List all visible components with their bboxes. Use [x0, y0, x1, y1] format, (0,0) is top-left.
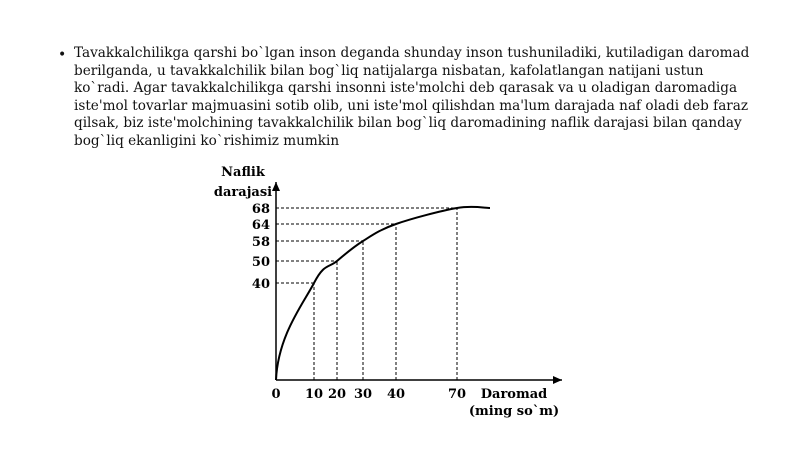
y-axis-arrow-icon [272, 182, 280, 191]
y-tick-label-58: 58 [251, 235, 270, 250]
x-tick-label-20: 20 [327, 387, 347, 402]
origin-label: 0 [271, 387, 281, 402]
x-axis-label-line2: (ming so`m) [468, 404, 560, 419]
y-tick-label-68: 68 [251, 202, 270, 217]
bullet-dot-icon: • [58, 47, 67, 63]
x-axis-label-line1: Daromad [480, 387, 548, 402]
y-axis-label-line2: darajasi [213, 185, 273, 200]
utility-curve [276, 207, 490, 380]
x-tick-label-70: 70 [447, 387, 467, 402]
y-tick-label-64: 64 [251, 218, 270, 233]
y-tick-label-40: 40 [251, 277, 270, 292]
y-axis-label-line1: Naflik [221, 165, 265, 180]
x-axis-arrow-icon [553, 376, 562, 384]
x-tick-label-30: 30 [353, 387, 373, 402]
guide-lines [276, 208, 457, 380]
x-tick-label-40: 40 [386, 387, 406, 402]
bullet-text: Tavakkalchilikga qarshi bo`lgan inson deganda shunday inson tushuniladiki, kutiladigan daromad berilganda, u tavakkalchilik bilan bog`liq natijalarga nisbatan, kafolatlangan natijani ustun ko`radi. Agar tavakkalchilikga qarshi insonni iste'molchi deb qarasak va u oladigan daromadiga iste'mol tovarlar majmuasini sotib olib, uni iste'mol qilishdan ma'lum darajada naf oladi deb faraz qilsak, biz iste'molchining tavakkalchilik bilan bog`liq daromadining naflik darajasi bilan qanday bog`liq ekanligini ko`rishimiz mumkin [74, 45, 750, 149]
y-tick-labels [252, 202, 270, 292]
y-tick-label-50: 50 [251, 255, 270, 270]
x-tick-labels [305, 387, 466, 402]
x-tick-label-10: 10 [304, 387, 324, 402]
